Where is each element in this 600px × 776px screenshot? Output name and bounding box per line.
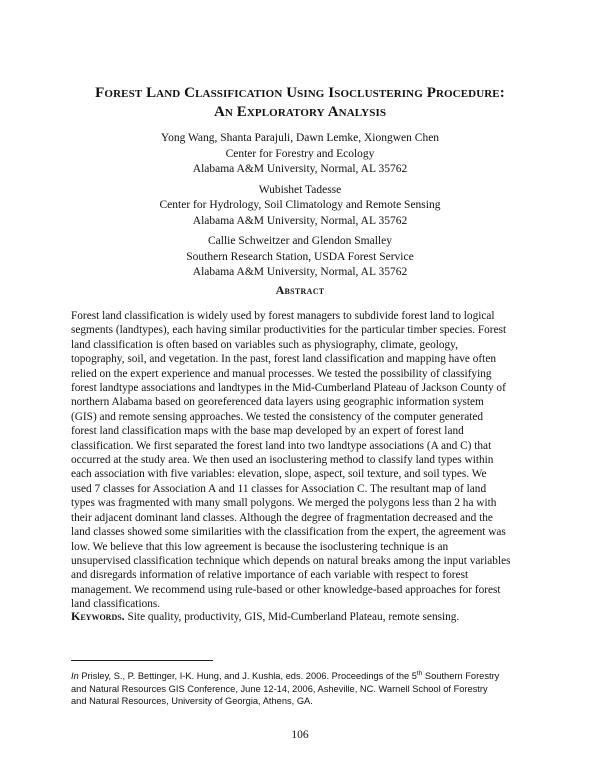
footnote-in: In (71, 671, 79, 681)
abstract-line: Forest land classification is widely used by forest managers to subdivide forest land to logical (71, 310, 495, 322)
abstract-line: each association with five variables: elevation, slope, aspect, soil texture, and soil types. We (71, 468, 487, 481)
abstract-line: (GIS) and remote sensing approaches. We tested the consistency of the computer generated (71, 410, 484, 423)
author-address: Alabama A&M University, Normal, AL 35762 (192, 266, 408, 278)
footnote-divider (71, 660, 213, 661)
footnote-line-1 (71, 670, 531, 683)
abstract-line: forest land classification maps with the base map developed by an expert of forest land (71, 425, 464, 438)
abstract-line: their adjacent dominant land classes. Although the degree of fragmentation decreased and the (71, 511, 493, 524)
author-address: Alabama A&M University, Normal, AL 35762 (192, 163, 408, 175)
keywords (71, 609, 529, 624)
abstract-line: types was fragmented with many small polygons. We merged the polygons less than 2 ha with (71, 497, 497, 510)
footnote-sup: th (416, 669, 423, 677)
author-names: Yong Wang, Shanta Parajuli, Dawn Lemke, Xiongwen Chen (160, 132, 440, 144)
paper-title (40, 84, 560, 122)
keywords-text: Site quality, productivity, GIS, Mid-Cumberland Plateau, remote sensing. (124, 611, 460, 623)
abstract-line: land classifications. (71, 598, 161, 611)
author-affiliation: Center for Forestry and Ecology (225, 147, 375, 160)
abstract-line: and disregards information of relative importance of each variable with respect to forest (71, 569, 469, 582)
title-line-2: An Exploratory Analysis (213, 104, 387, 120)
footnote-text-2: Southern Forestry (422, 671, 500, 681)
footnote-line-3: and Natural Resources, University of Georgia, Athens, GA. (71, 696, 313, 707)
abstract-line: relied on the expert experience and manual processes. We tested the possibility of classifying (71, 367, 492, 380)
abstract-line: northern Alabama based on georeferenced data layers using geographic information system (71, 396, 484, 409)
abstract-line: occurred at the study area. We then used an isoclustering method to classify land types within (71, 454, 494, 467)
author-block (60, 183, 540, 230)
author-list (60, 131, 540, 286)
author-affiliation: Southern Research Station, USDA Forest Service (186, 250, 414, 263)
abstract-line: segments (landtypes), each having similar productivities for the particular timber species. Forest (71, 324, 507, 337)
author-address: Alabama A&M University, Normal, AL 35762 (192, 214, 408, 227)
footnote-line-2: and Natural Resources GIS Conference, June 12-14, 2006, Asheville, NC. Warnell School of Forestry (71, 683, 488, 694)
abstract-line: used 7 classes for Association A and 11 classes for Association C. The resultant map of land (71, 482, 487, 495)
abstract-line: land classification is often based on variables such as physiography, climate, geology, (71, 338, 458, 351)
abstract-body (71, 309, 529, 612)
page-number: 106 (291, 729, 309, 741)
abstract-line: classification. We first separated the forest land into two landtype associations (A and C) that (71, 439, 492, 452)
abstract-line: land classes showed some similarities with the classification from the expert, the agreement was (71, 526, 506, 539)
abstract-line: forest landtype associations and landtypes in the Mid-Cumberland Plateau of Jackson County of (71, 382, 506, 395)
abstract-line: unsupervised classification technique which depends on natural breaks among the input variables (71, 554, 511, 567)
author-names: Wubishet Tadesse (258, 183, 342, 196)
keywords-label: Keywords. (71, 609, 125, 623)
abstract-line: management. We recommend using rule-based or other knowledge-based approaches for forest (71, 583, 501, 596)
footnote-text-1: Prisley, S., P. Bettinger, I-K. Hung, and J. Kushla, eds. 2006. Proceedings of the 5 (78, 671, 417, 681)
abstract-line: low. We believe that this low agreement is because the isoclustering technique is an (71, 540, 449, 553)
title-line-1: Forest Land Classification Using Isoclustering Procedure: (95, 85, 505, 101)
footnote (71, 670, 531, 708)
author-block (60, 131, 540, 178)
author-names: Callie Schweitzer and Glendon Smalley (208, 235, 392, 247)
abstract-line: topography, soil, and vegetation. In the past, forest land classification and mapping have often (71, 353, 496, 366)
author-affiliation: Center for Hydrology, Soil Climatology and Remote Sensing (159, 199, 441, 211)
author-block (60, 234, 540, 281)
abstract-heading: Abstract (275, 283, 325, 297)
